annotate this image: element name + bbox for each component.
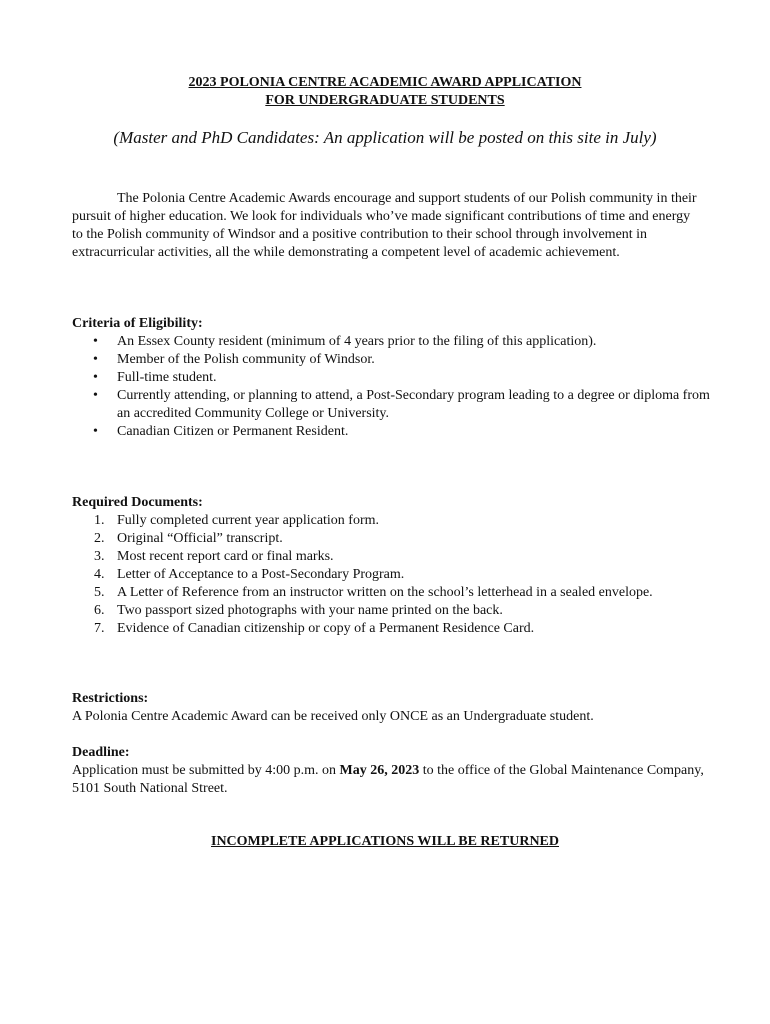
documents-heading: Required Documents: — [72, 495, 203, 510]
eligibility-list — [72, 333, 712, 441]
list-item — [72, 351, 712, 369]
document-item-text: Fully completed current year application form. — [117, 513, 380, 528]
restrictions-heading: Restrictions: — [72, 691, 149, 706]
list-number: 1. — [94, 513, 105, 528]
bullet-icon: • — [93, 370, 98, 385]
deadline-section — [72, 744, 704, 798]
list-item — [72, 620, 722, 638]
bullet-icon: • — [93, 352, 98, 367]
deadline-text-after: to the office of the Global Maintenance Company, 5101 South National Street. — [72, 763, 704, 796]
bullet-icon: • — [93, 388, 98, 403]
list-item — [72, 423, 712, 441]
eligibility-section — [72, 315, 712, 441]
eligibility-item-text: Full-time student. — [117, 370, 217, 385]
list-item — [72, 387, 712, 423]
document-title-line-1: 2023 POLONIA CENTRE ACADEMIC AWARD APPLICATION — [188, 75, 582, 90]
document-item-text: Original “Official” transcript. — [117, 531, 283, 546]
list-item — [72, 548, 722, 566]
list-item — [72, 333, 712, 351]
list-item — [72, 369, 712, 387]
eligibility-heading: Criteria of Eligibility: — [72, 316, 203, 331]
restrictions-text: A Polonia Centre Academic Award can be received only ONCE as an Undergraduate student. — [72, 709, 594, 724]
eligibility-item-text: Member of the Polish community of Windsor. — [117, 352, 375, 367]
bullet-icon: • — [93, 334, 98, 349]
eligibility-item-text: Currently attending, or planning to attend, a Post-Secondary program leading to a degree or diploma from an accredited Community College or University. — [117, 388, 710, 421]
document-item-text: Evidence of Canadian citizenship or copy of a Permanent Residence Card. — [117, 621, 535, 636]
deadline-text-before: Application must be submitted by 4:00 p.m. on — [72, 763, 340, 778]
deadline-heading: Deadline: — [72, 745, 130, 760]
intro-paragraph: The Polonia Centre Academic Awards encourage and support students of our Polish community in their pursuit of higher education. We look for individuals who’ve made significant contributions of time and energy to the Polish community of Windsor and a positive contribution to their school through involvement in extracurricular activities, all the while demonstrating a competent level of academic achievement. — [72, 191, 697, 260]
document-item-text: Two passport sized photographs with your name printed on the back. — [117, 603, 503, 618]
document-item-text: Most recent report card or final marks. — [117, 549, 334, 564]
eligibility-item-text: Canadian Citizen or Permanent Resident. — [117, 424, 349, 439]
documents-list — [72, 512, 722, 638]
list-item — [72, 530, 722, 548]
document-item-text: A Letter of Reference from an instructor written on the school’s letterhead in a sealed envelope. — [117, 585, 653, 600]
document-item-text: Letter of Acceptance to a Post-Secondary Program. — [117, 567, 405, 582]
deadline-date: May 26, 2023 — [339, 763, 420, 778]
document-title-line-2: FOR UNDERGRADUATE STUDENTS — [265, 93, 505, 108]
documents-section — [72, 494, 722, 638]
list-number: 5. — [94, 585, 105, 600]
eligibility-item-text: An Essex County resident (minimum of 4 years prior to the filing of this application). — [117, 334, 597, 349]
list-number: 2. — [94, 531, 105, 546]
list-number: 4. — [94, 567, 105, 582]
list-number: 7. — [94, 621, 105, 636]
deadline-text — [72, 762, 704, 798]
closing-notice: INCOMPLETE APPLICATIONS WILL BE RETURNED — [211, 834, 559, 849]
document-subtitle: (Master and PhD Candidates: An application will be posted on this site in July) — [113, 128, 657, 147]
list-item — [72, 602, 722, 620]
list-item — [72, 566, 722, 584]
bullet-icon: • — [93, 424, 98, 439]
list-item — [72, 584, 722, 602]
restrictions-section — [72, 690, 712, 726]
list-number: 3. — [94, 549, 105, 564]
list-number: 6. — [94, 603, 105, 618]
list-item — [72, 512, 722, 530]
